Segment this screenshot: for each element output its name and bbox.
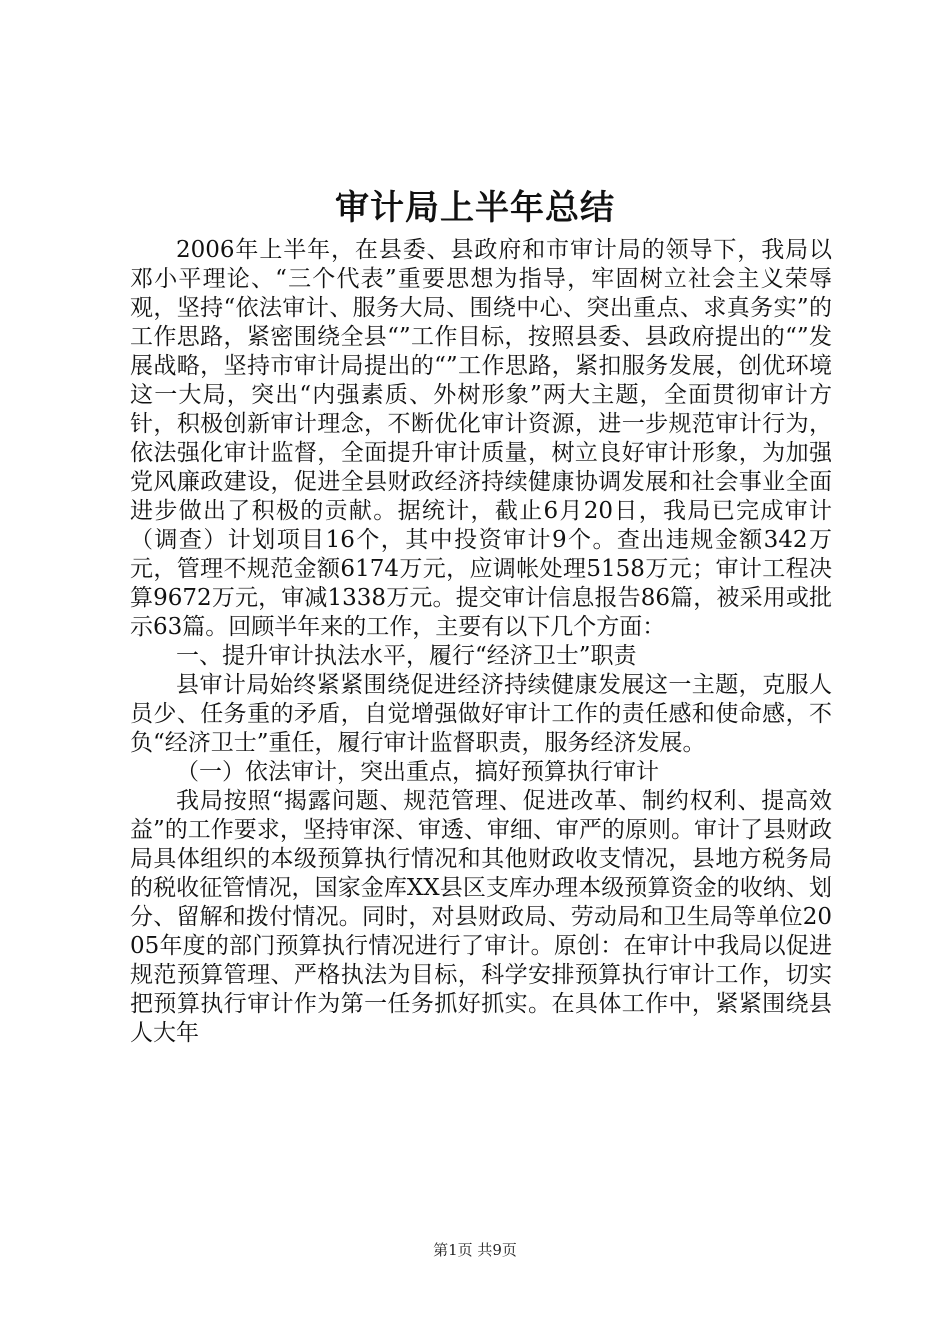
subsection-1-paragraph: 我局按照“揭露问题、规范管理、促进改革、制约权利、提高效益”的工作要求，坚持审深、审透、审细、审严的原则。审计了县财政局具体组织的本级预算执行情况和其他财政收支情况，县地方税务局的税收征管情况，国家金库XX县区支库办理本级预算资金的收纳、划分、留解和拨付情况。同时，对县财政局、劳动局和卫生局等单位2005年度的部门预算执行情况进行了审计。原创：在审计中我局以促进规范预算管理、严格执法为目标，科学安排预算执行审计工作，切实把预算执行审计作为第一任务抓好抓实。在具体工作中，紧紧围绕县人大年 [130,788,832,1046]
document-title: 审计局上半年总结 [335,188,615,228]
section-1-paragraph: 县审计局始终紧紧围绕促进经济持续健康发展这一主题，克服人员少、任务重的矛盾，自觉增强做好审计工作的责任感和使命感，不负“经济卫士”重任，履行审计监督职责，服务经济发展。 [130,672,832,756]
document-body [130,236,832,1048]
section-heading-1: 一、提升审计执法水平，履行“经济卫士”职责 [176,643,637,669]
subsection-heading-1: （一）依法审计，突出重点，搞好预算执行审计 [176,759,659,785]
page-number-footer: 第1页 共9页 [433,1241,517,1259]
intro-paragraph: 2006年上半年，在县委、县政府和市审计局的领导下，我局以邓小平理论、“三个代表”重要思想为指导，牢固树立社会主义荣辱观，坚持“依法审计、服务大局、围绕中心、突出重点、求真务实”的工作思路，紧密围绕全县“”工作目标，按照县委、县政府提出的“”发展战略，坚持市审计局提出的“”工作思路，紧扣服务发展，创优环境这一大局，突出“内强素质、外树形象”两大主题，全面贯彻审计方针，积极创新审计理念，不断优化审计资源，进一步规范审计行为，依法强化审计监督，全面提升审计质量，树立良好审计形象，为加强党风廉政建设，促进全县财政经济持续健康协调发展和社会事业全面进步做出了积极的贡献。据统计，截止6月20日，我局已完成审计（调查）计划项目16个，其中投资审计9个。查出违规金额342万元，管理不规范金额6174万元，应调帐处理5158万元；审计工程决算9672万元，审减1338万元。提交审计信息报告86篇，被采用或批示63篇。回顾半年来的工作，主要有以下几个方面： [130,237,832,640]
